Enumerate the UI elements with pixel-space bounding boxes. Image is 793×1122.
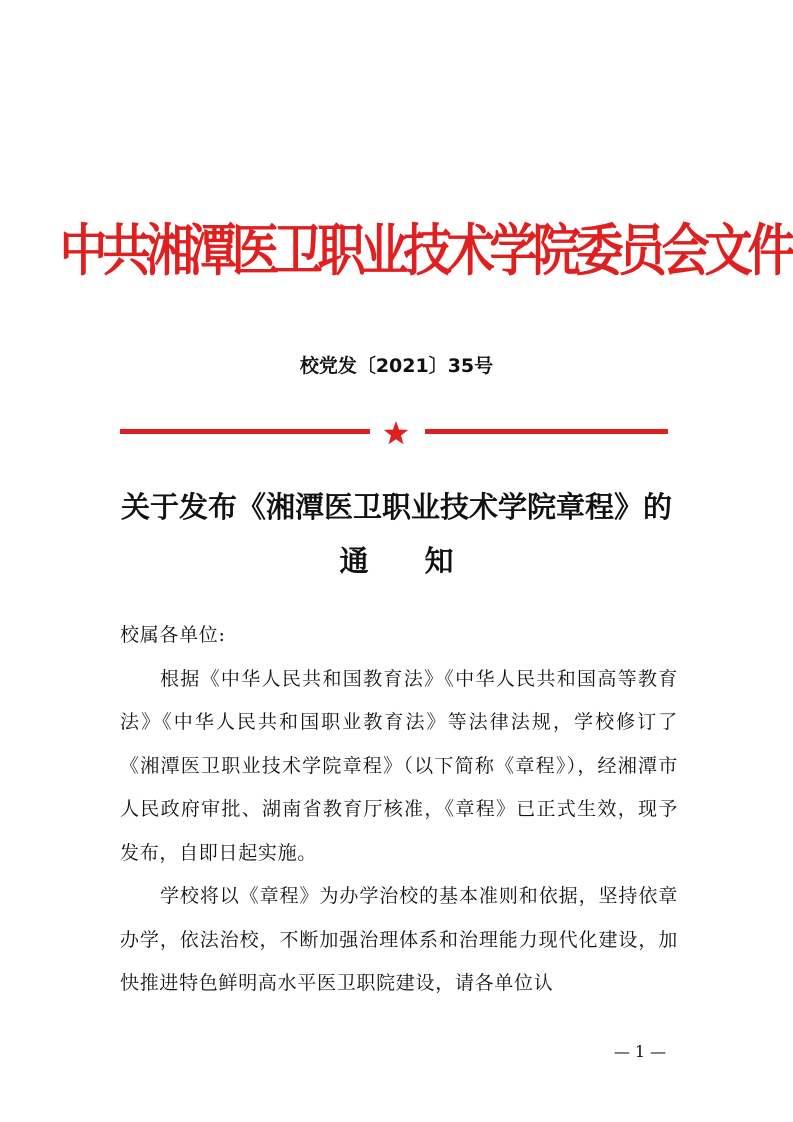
star-icon — [383, 420, 409, 446]
notice-title-line2 — [0, 534, 793, 588]
masthead-title — [0, 212, 793, 292]
notice-title-line1: 关于发布《湘潭医卫职业技术学院章程》的 — [120, 490, 672, 524]
body-paragraph-2: 学校将以《章程》为办学治校的基本准则和依据，坚持依章办学，依法治校，不断加强治理体系和治理能力现代化建设，加快推进特色鲜明高水平医卫职院建设，请各单位认 — [120, 885, 678, 994]
notice-title — [0, 480, 793, 588]
red-separator-right — [425, 429, 668, 434]
notice-title-line2-text: 通知 — [339, 544, 510, 578]
body-paragraph-1: 根据《中华人民共和国教育法》《中华人民共和国高等教育法》《中华人民共和国职业教育法》等法律法规，学校修订了《湘潭医卫职业技术学院章程》（以下简称《章程》），经湘潭市人民政府审批、湖南省教育厅核准，《章程》已正式生效，现予发布，自即日起实施。 — [120, 667, 678, 864]
document-number: 校党发〔2021〕35号 — [299, 355, 494, 377]
masthead-title-text: 中共湘潭医卫职业技术学院委员会文件 — [59, 219, 791, 284]
red-separator-left — [120, 429, 370, 434]
salutation: 校属各单位: — [120, 624, 226, 646]
page-number: — 1 — — [613, 1042, 667, 1061]
notice-body — [120, 614, 678, 1006]
